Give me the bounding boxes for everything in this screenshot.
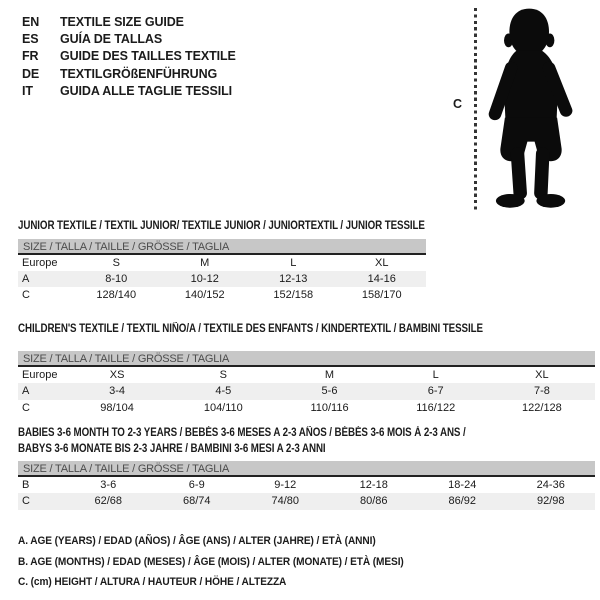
table-cell: 116/122: [416, 401, 456, 414]
table-cell: 98/104: [100, 401, 134, 414]
table-cell: L: [432, 369, 439, 382]
table-cell: S: [219, 369, 227, 382]
language-code: EN: [22, 14, 40, 29]
table-cell: 6-9: [188, 479, 205, 492]
table-cell: XS: [109, 369, 125, 382]
language-title: GUÍA DE TALLAS: [60, 32, 163, 47]
table-cell: 3-6: [100, 479, 117, 492]
language-row: [22, 48, 236, 65]
table-cell: 3-4: [109, 385, 126, 398]
table-body: [18, 255, 426, 304]
row-label-cell: C: [22, 289, 30, 302]
language-list: [22, 13, 236, 100]
junior-textile-table: [18, 219, 426, 303]
table-cell: 74/80: [271, 495, 300, 508]
language-title: TEXTILE SIZE GUIDE: [60, 14, 184, 29]
table-row: [18, 255, 426, 271]
table-cell: M: [200, 256, 210, 269]
table-cell: M: [324, 369, 335, 382]
legend: [18, 531, 437, 593]
language-row: [22, 13, 236, 30]
legend-line: A. AGE (YEARS) / EDAD (AÑOS) / ÂGE (ANS) / ALTER (JAHRE) / ETÀ (ANNI): [18, 535, 376, 547]
table-cell: 122/128: [522, 401, 562, 414]
table-cell: 5-6: [321, 385, 338, 398]
table-title: CHILDREN'S TEXTILE / TEXTIL NIÑO/A / TEXTILE DES ENFANTS / KINDERTEXTIL / BAMBINI TESSILE: [18, 323, 483, 335]
legend-line: C. (cm) HEIGHT / ALTURA / HAUTEUR / HÖHE / ALTEZZA: [18, 576, 287, 589]
language-title: TEXTILGRÖßENFÜHRUNG: [60, 66, 218, 81]
table-cell: 12-13: [279, 272, 308, 285]
height-measure-label: C: [453, 97, 463, 111]
height-figure: [440, 0, 600, 220]
table-title-block: [18, 426, 595, 457]
table-cell: 68/74: [182, 495, 211, 508]
table-cell: 14-16: [367, 272, 396, 285]
table-row: [18, 477, 595, 493]
size-header-bar: SIZE / TALLA / TAILLE / GRÖSSE / TAGLIA: [18, 461, 595, 477]
table-title: BABYS 3-6 MONATE BIS 2-3 JAHRE / BAMBINI 3-6 MESI A 2-3 ANNI: [18, 442, 326, 455]
language-title: GUIDE DES TAILLES TEXTILE: [60, 49, 236, 64]
table-row: [18, 493, 595, 509]
table-cell: 80/86: [359, 495, 388, 508]
language-row: [22, 30, 236, 47]
table-title-block: [18, 219, 426, 235]
table-row: [18, 271, 426, 287]
table-cell: 110/116: [310, 401, 349, 414]
row-label-cell: C: [22, 401, 30, 414]
row-label-cell: B: [22, 479, 30, 492]
table-row: [18, 400, 595, 416]
children-textile-table: [18, 322, 595, 416]
table-title: BABIES 3-6 MONTH TO 2-3 YEARS / BEBÉS 3-6 MESES A 2-3 AÑOS / BÉBÉS 3-6 MOIS À 2-3 ANS /: [18, 427, 466, 439]
table-cell: 24-36: [536, 479, 565, 492]
table-cell: 7-8: [533, 385, 550, 398]
row-label-cell: A: [22, 385, 30, 398]
table-cell: 152/158: [273, 289, 314, 302]
table-cell: S: [112, 256, 120, 269]
table-cell: 10-12: [190, 272, 219, 285]
size-header-bar: SIZE / TALLA / TAILLE / GRÖSSE / TAGLIA: [18, 239, 426, 255]
table-cell: 18-24: [448, 479, 477, 492]
table-cell: 9-12: [274, 479, 297, 492]
table-cell: 128/140: [96, 289, 137, 302]
language-row: [22, 65, 236, 82]
row-label-cell: Europe: [22, 369, 58, 382]
table-cell: 62/68: [94, 495, 123, 508]
language-code: FR: [22, 49, 39, 64]
table-cell: XL: [375, 256, 389, 269]
table-cell: 86/92: [448, 495, 477, 508]
table-row: [18, 287, 426, 303]
table-cell: 12-18: [359, 479, 388, 492]
size-header-bar: SIZE / TALLA / TAILLE / GRÖSSE / TAGLIA: [18, 351, 595, 367]
language-code: ES: [22, 32, 39, 47]
language-code: IT: [22, 84, 33, 99]
table-body: [18, 367, 595, 416]
row-label-cell: A: [22, 272, 30, 285]
table-cell: XL: [535, 369, 549, 382]
row-label-cell: C: [22, 495, 30, 508]
table-title-block: [18, 322, 595, 338]
language-title: GUIDA ALLE TAGLIE TESSILI: [60, 84, 233, 99]
table-cell: 8-10: [105, 272, 128, 285]
baby-silhouette-icon: [486, 6, 576, 212]
table-row: [18, 383, 595, 399]
language-code: DE: [22, 66, 40, 81]
height-measure-line: [474, 8, 477, 210]
language-row: [22, 83, 236, 100]
table-cell: 6-7: [427, 385, 444, 398]
table-row: [18, 367, 595, 383]
table-body: [18, 477, 595, 510]
table-cell: 140/152: [184, 289, 225, 302]
table-cell: 104/110: [203, 401, 243, 414]
row-label-cell: Europe: [22, 256, 58, 269]
legend-line: B. AGE (MONTHS) / EDAD (MESES) / ÂGE (MOIS) / ALTER (MONATE) / ETÀ (MESI): [18, 555, 404, 568]
table-cell: 92/98: [536, 495, 565, 508]
babies-textile-table: [18, 426, 595, 510]
table-cell: 158/170: [361, 289, 402, 302]
table-cell: L: [290, 256, 297, 269]
table-cell: 4-5: [215, 385, 232, 398]
table-title: JUNIOR TEXTILE / TEXTIL JUNIOR/ TEXTILE JUNIOR / JUNIORTEXTIL / JUNIOR TESSILE: [18, 220, 425, 232]
